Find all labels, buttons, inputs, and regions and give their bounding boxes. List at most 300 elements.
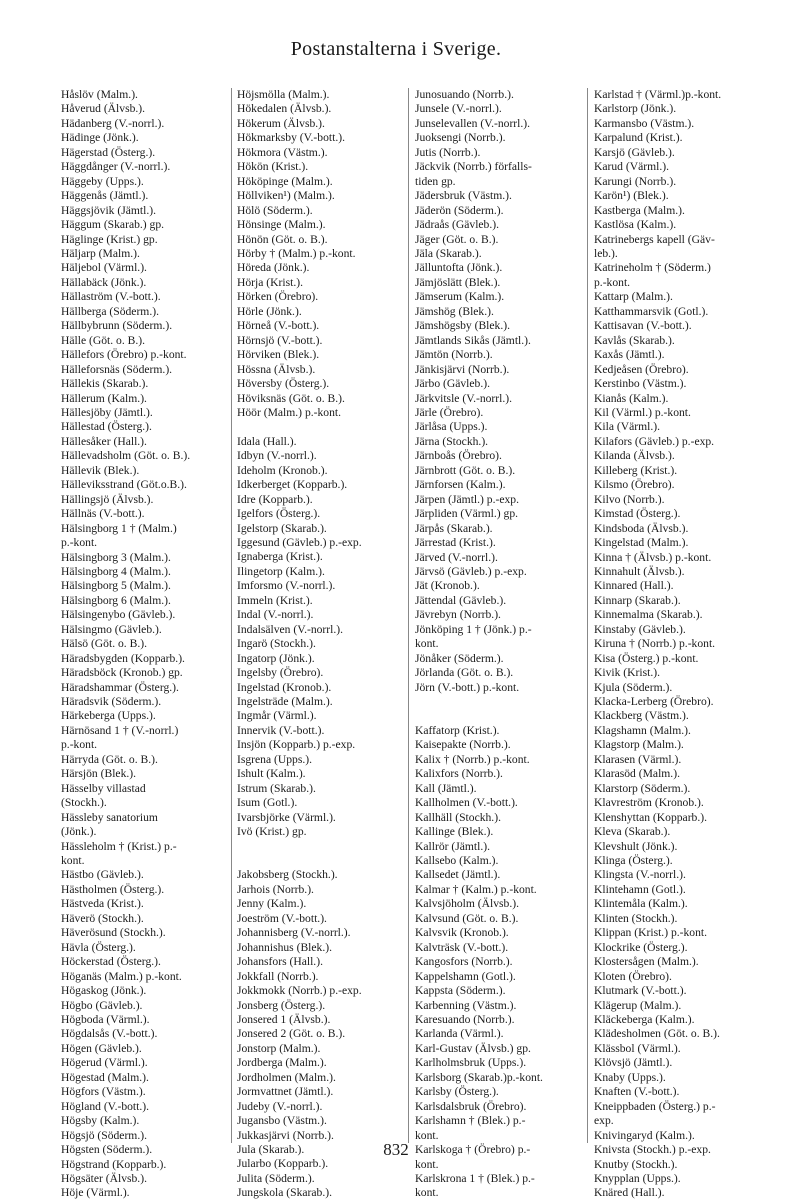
entry-line: Häglinge (Krist.) gp. [61,232,158,246]
entry-line: Jäderön (Söderm.). [415,203,504,217]
entry-line: Klarasen (Värml.). [594,752,682,766]
entry-line: Hölö (Söderm.). [237,203,313,217]
entry-line: Ivö (Krist.) gp. [237,825,307,839]
entry-line: Kneippbaden (Österg.) p.- [594,1099,716,1113]
entry-line: Klinten (Stockh.). [594,911,678,925]
entry-line: Hälleforsnäs (Söderm.). [61,362,173,376]
entry-line: Hällbybrunn (Söderm.). [61,319,173,333]
entry-line: Karlskoga † (Örebro) p.- [415,1143,531,1157]
section-gap [415,709,590,723]
entry-line: (Jönk.). [61,825,97,839]
entry-line: Klostersågen (Malm.). [594,955,699,969]
entry-line: Immeln (Krist.). [237,593,313,607]
entry-line: Jönköping 1 † (Jönk.) p.- [415,622,532,636]
entry-line: Jät (Kronob.). [415,579,480,593]
entry-line: Ingarö (Stockh.). [237,637,316,651]
entry-line: Klädesholmen (Göt. o. B.). [594,1027,720,1041]
entry-line: Ingelsby (Örebro). [237,666,324,680]
entry-line: Höganäs (Malm.) p.-kont. [61,969,182,983]
entry-line: Jänkisjärvi (Norrb.). [415,362,510,376]
entry-line: Häradsböck (Kronob.) gp. [61,666,183,680]
entry-line: Karlshamn † (Blek.) p.- [415,1114,526,1128]
entry-line: Kastberga (Malm.). [594,203,685,217]
entry-line: Klevshult (Jönk.). [594,839,678,853]
entry-line: Högerud (Värml.). [61,1056,148,1070]
entry-line: Imforsmo (V.-norrl.). [237,579,336,593]
entry-line: Igelstorp (Skarab.). [237,521,327,535]
entry-line: Häggdånger (V.-norrl.). [61,160,171,174]
entry-line: Kastlösa (Kalm.). [594,218,677,232]
entry-line: Jularbo (Kopparb.). [237,1157,329,1171]
entry-line: Järbo (Gävleb.). [415,377,491,391]
entry-line: Hägerstad (Österg.). [61,145,156,159]
entry-line: Karlsby (Österg.). [415,1085,499,1099]
entry-line: Johannisberg (V.-norrl.). [237,926,351,940]
entry-line: Jenny (Kalm.). [237,897,307,911]
entry-line: Idala (Hall.). [237,434,297,448]
entry-line: Klackberg (Västm.). [594,709,689,723]
entry-line: Jämshög (Blek.). [415,304,494,318]
entry-line: Julita (Söderm.). [237,1171,315,1185]
entry-line: Karmansbo (Västm.). [594,116,695,130]
entry-line: Hökön (Krist.). [237,160,309,174]
entry-line: Kallhäll (Stockh.). [415,810,501,824]
entry-line: Hönön (Göt. o. B.). [237,232,328,246]
entry-line: Högland (V.-bott.). [61,1099,150,1113]
entry-line: Högstrand (Kopparb.). [61,1157,167,1171]
entry-line: Häverösund (Stockh.). [61,926,166,940]
entry-line: Häggsjövik (Jämtl.). [61,203,156,217]
entry-line: p.-kont. [61,536,98,550]
entry-line: Kleva (Skarab.). [594,825,671,839]
entry-line: Jungskola (Skarab.). [237,1186,332,1200]
entry-line: Kimstad (Österg.). [594,507,681,521]
entry-line: Hällaström (V.-bott.). [61,290,161,304]
entry-line: Klagshamn (Malm.). [594,723,691,737]
entry-line: Jävrebyn (Norrb.). [415,608,501,622]
entry-line: Karlstorp (Jönk.). [594,102,677,116]
entry-line: p.-kont. [594,275,631,289]
entry-line: Klässbol (Värml.). [594,1041,681,1055]
entry-line: Klenshyttan (Kopparb.). [594,810,708,824]
entry-line: Karlsdalsbruk (Örebro). [415,1099,527,1113]
entry-line: Karpalund (Krist.). [594,131,683,145]
entry-line: Högbo (Gävleb.). [61,998,143,1012]
entry-line: Järlåsa (Upps.). [415,420,488,434]
entry-line: Häggenås (Jämtl.). [61,189,149,203]
entry-line: Indal (V.-norrl.). [237,608,314,622]
entry-line: Hörneå (V.-bott.). [237,319,320,333]
entry-line: Jörlanda (Göt. o. B.). [415,666,514,680]
entry-line: Hälsingenybo (Gävleb.). [61,608,176,622]
entry-line: Kangosfors (Norrb.). [415,955,513,969]
entry-line: Jämjöslätt (Blek.). [415,275,501,289]
entry-line: Kil (Värml.) p.-kont. [594,405,691,419]
entry-line: kont. [415,1186,439,1200]
entry-line: Håslöv (Malm.). [61,88,138,101]
entry-line: Hörby † (Malm.) p.-kont. [237,246,356,260]
entry-line: Hällingsjö (Älvsb.). [61,492,154,506]
entry-column-1 [61,88,236,1201]
entry-line: kont. [415,1128,439,1142]
entry-column-3 [415,88,590,1201]
entry-line: Kianås (Kalm.). [594,391,669,405]
entry-line: Kingelstad (Malm.). [594,536,689,550]
entry-line: Kappsta (Söderm.). [415,984,506,998]
entry-line: Klacka-Lerberg (Örebro). [594,695,714,709]
entry-line: Jämtön (Norrb.). [415,348,493,362]
entry-line: Hällekis (Skarab.). [61,377,149,391]
entry-line: Höjsmölla (Malm.). [237,88,330,101]
entry-line: Karlsborg (Skarab.)p.-kont. [415,1070,543,1084]
entry-line: Knivingaryd (Kalm.). [594,1128,695,1142]
entry-line: Hällerum (Kalm.). [61,391,147,405]
entry-line: Hössna (Älvsb.). [237,362,316,376]
entry-line: Klingsta (V.-norrl.). [594,868,686,882]
entry-line: Jämserum (Kalm.). [415,290,505,304]
entry-line: Jokkmokk (Norrb.) p.-exp. [237,984,362,998]
entry-line: Häradsvik (Söderm.). [61,695,162,709]
entry-line: Iggesund (Gävleb.) p.-exp. [237,536,362,550]
entry-line: Högestad (Malm.). [61,1070,149,1084]
entry-line: Katrinebergs kapell (Gäv- [594,232,715,246]
entry-line: Jäckvik (Norrb.) förfalls- [415,160,532,174]
entry-line: Härnösand 1 † (V.-norrl.) [61,723,179,737]
entry-line: Härryda (Göt. o. B.). [61,752,158,766]
entry-line: Kattisavan (V.-bott.). [594,319,692,333]
entry-line: Kinnemalma (Skarab.). [594,608,703,622]
entry-line: Kallsebo (Kalm.). [415,853,499,867]
entry-line: Jättendal (Gävleb.). [415,593,507,607]
entry-line: Kavlås (Skarab.). [594,333,675,347]
entry-line: (Stockh.). [61,796,107,810]
entry-line: Hälsingborg 5 (Malm.). [61,579,171,593]
entry-line: Järved (V.-norrl.). [415,550,498,564]
entry-line: kont. [415,1157,439,1171]
entry-column-2 [237,88,412,1201]
entry-line: Igelfors (Österg.). [237,507,321,521]
entry-line: Katrineholm † (Söderm.) [594,261,711,275]
entry-line: Hässleholm † (Krist.) p.- [61,839,177,853]
entry-line: Hälle (Göt. o. B.). [61,333,146,347]
entry-line: Hällnäs (V.-bott.). [61,507,145,521]
entry-line: Kattarp (Malm.). [594,290,673,304]
entry-line: Hökmora (Västm.). [237,145,328,159]
entry-line: Högen (Gävleb.). [61,1041,142,1055]
entry-line: Hässleby sanatorium [61,810,158,824]
entry-line: Kalvsjöholm (Älvsb.). [415,897,520,911]
entry-line: Häljebol (Värml.). [61,261,147,275]
entry-line: Ilingetorp (Kalm.). [237,564,325,578]
entry-line: kont. [61,854,85,868]
entry-line: Kiruna † (Norrb.) p.-kont. [594,637,716,651]
entry-line: Hällesjöby (Jämtl.). [61,405,153,419]
entry-line: Hällefors (Örebro) p.-kont. [61,348,187,362]
entry-line: Hörken (Örebro). [237,290,319,304]
entry-line: Ishult (Kalm.). [237,767,306,781]
entry-line: Johansfors (Hall.). [237,955,323,969]
entry-line: Kinna † (Älvsb.) p.-kont. [594,550,712,564]
entry-line: Karl-Gustav (Älvsb.) gp. [415,1041,531,1055]
entry-line: Kallinge (Blek.). [415,825,494,839]
entry-line: Kinnared (Hall.). [594,579,674,593]
entry-line: Hörle (Jönk.). [237,304,302,318]
entry-line: Järnbrott (Göt. o. B.). [415,463,516,477]
entry-line: Kilafors (Gävleb.) p.-exp. [594,434,715,448]
entry-line: Höckerstad (Österg.). [61,955,161,969]
entry-line: Klockrike (Österg.). [594,940,688,954]
entry-line: Karungi (Norrb.). [594,174,677,188]
page-number: 832 [383,1140,409,1159]
entry-line: Klagstorp (Malm.). [594,738,684,752]
entry-line: Kaxås (Jämtl.). [594,348,665,362]
entry-line: Jäger (Göt. o. B.). [415,232,499,246]
entry-line: Kallrör (Jämtl.). [415,839,491,853]
entry-line: Kalvsvik (Kronob.). [415,926,509,940]
entry-line: Junselevallen (V.-norrl.). [415,116,531,130]
entry-line: Kläckeberga (Kalm.). [594,1013,695,1026]
entry-line: Isgrena (Upps.). [237,752,313,766]
entry-line: Jordberga (Malm.). [237,1056,327,1070]
entry-line: Hädanberg (V.-norrl.). [61,116,165,130]
entry-line: Höviksnäs (Göt. o. B.). [237,391,345,405]
entry-line: p.-kont. [61,738,98,752]
entry-line: kont. [415,637,439,651]
entry-line: Hästbo (Gävleb.). [61,868,144,882]
entry-line: Högsäter (Älvsb.). [61,1171,147,1185]
entry-line: Klintemåla (Kalm.). [594,897,688,911]
entry-line: Kalvsund (Göt. o. B.). [415,911,519,925]
entry-line: Klippan (Krist.) p.-kont. [594,926,708,940]
entry-line: Högdalsås (V.-bott.). [61,1027,158,1041]
entry-line: Härsjön (Blek.). [61,767,137,781]
entry-line: Järpen (Jämtl.) p.-exp. [415,492,519,506]
entry-line: Jutis (Norrb.). [415,145,481,159]
entry-line: Jädersbruk (Västm.). [415,189,512,203]
entry-line: Knäred (Hall.). [594,1186,665,1200]
entry-line: Kloten (Örebro). [594,969,672,983]
entry-line: Hälsingborg 6 (Malm.). [61,593,171,607]
section-gap [237,854,412,868]
entry-line: Klinga (Österg.). [594,854,673,868]
entry-line: Jämshögsby (Blek.). [415,319,510,333]
entry-line: Jormvattnet (Jämtl.). [237,1085,334,1099]
entry-line: Joeström (V.-bott.). [237,911,327,925]
entry-line: Järkvitsle (V.-norrl.). [415,391,513,405]
entry-line: Höje (Värml.). [61,1186,130,1200]
entry-line: Jukkasjärvi (Norrb.). [237,1128,334,1142]
entry-line: Häggum (Skarab.) gp. [61,218,165,232]
entry-line: Isum (Gotl.). [237,796,298,810]
entry-line: Högsby (Kalm.). [61,1114,140,1128]
entry-line: Kisa (Österg.) p.-kont. [594,651,699,665]
entry-line: Jädraås (Gävleb.). [415,218,500,232]
entry-line: Kivik (Krist.). [594,666,661,680]
entry-line: Hälsingborg 1 † (Malm.) [61,521,177,535]
entry-line: Häradsbygden (Kopparb.). [61,651,185,665]
entry-line: Hökedalen (Älvsb.). [237,102,332,116]
entry-line: Karsjö (Gävleb.). [594,145,675,159]
entry-line: Knaften (V.-bott.). [594,1085,680,1099]
entry-line: Klintehamn (Gotl.). [594,882,686,896]
entry-line: Hällevadsholm (Göt. o. B.). [61,449,191,463]
entry-line: Ingelsträde (Malm.). [237,695,333,709]
entry-line: Judeby (V.-norrl.). [237,1099,323,1113]
entry-line: Klarstorp (Söderm.). [594,781,691,795]
entry-line: Kaisepakte (Norrb.). [415,738,511,752]
entry-line: Karlskrona 1 † (Blek.) p.- [415,1171,535,1185]
entry-line: Järle (Örebro). [415,405,484,419]
entry-line: Järna (Stockh.). [415,434,489,448]
entry-line: Jonsered 2 (Göt. o. B.). [237,1027,346,1041]
entry-line: Hästveda (Krist.). [61,897,144,911]
entry-line: Kerstinbo (Västm.). [594,377,687,391]
entry-line: Högsten (Söderm.). [61,1143,153,1157]
entry-line: Karbenning (Västm.). [415,998,517,1012]
entry-line: Jönåker (Söderm.). [415,651,504,665]
entry-line: Jäla (Skarab.). [415,246,482,260]
entry-line: Karlanda (Värml.). [415,1027,504,1041]
entry-line: Insjön (Kopparb.) p.-exp. [237,738,356,752]
entry-line: Ingelstad (Kronob.). [237,680,332,694]
entry-line: Höllviken¹) (Malm.). [237,189,335,203]
page-title: Postanstalterna i Sverige. [290,38,502,60]
entry-line: Jarhois (Norrb.). [237,882,314,896]
entry-line: Hökerum (Älvsb.). [237,116,325,130]
entry-line: Kallholmen (V.-bott.). [415,796,518,810]
entry-line: Höör (Malm.) p.-kont. [237,405,342,419]
entry-line: Järvsö (Gävleb.) p.-exp. [415,564,527,578]
entry-line: Kilsmo (Örebro). [594,478,675,492]
entry-line: Jakobsberg (Stockh.). [237,868,338,882]
entry-line: Ivarsbjörke (Värml.). [237,810,336,824]
entry-line: Knypplan (Upps.). [594,1171,681,1185]
entry-line: Hälsö (Göt. o. B.). [61,637,147,651]
entry-line: Jämtlands Sikås (Jämtl.). [415,333,531,347]
entry-line: Högfors (Västm.). [61,1085,146,1099]
entry-line: Häradshammar (Österg.). [61,680,179,694]
entry-line: Jonsberg (Österg.). [237,998,326,1012]
entry-line: Jula (Skarab.). [237,1143,305,1157]
entry-line: Karesuando (Norrb.). [415,1012,515,1026]
entry-line: Högboda (Värml.). [61,1013,150,1026]
entry-line: Klavreström (Kronob.). [594,796,704,810]
entry-line: Håverud (Älvsb.). [61,102,146,116]
entry-line: Jälluntofta (Jönk.). [415,261,503,275]
entry-line: Innervik (V.-bott.). [237,723,325,737]
entry-line: Kall (Jämtl.). [415,781,477,795]
entry-line: Hällabäck (Jönk.). [61,275,147,289]
entry-line: Hässelby villastad [61,781,146,795]
entry-line: Ignaberga (Krist.). [237,550,323,564]
entry-line: Jonsered 1 (Älvsb.). [237,1012,331,1026]
entry-line: Knutby (Stockh.). [594,1157,678,1171]
entry-line: Järnboås (Örebro). [415,449,502,463]
entry-line: Kjula (Söderm.). [594,680,673,694]
entry-line: Kalix † (Norrb.) p.-kont. [415,752,530,766]
entry-line: Jonstorp (Malm.). [237,1041,321,1055]
section-gap [237,840,412,854]
entry-line: Hörja (Krist.). [237,275,304,289]
entry-line: Indalsälven (V.-norrl.). [237,622,344,636]
entry-line: Kila (Värml.). [594,420,660,434]
entry-line: Klövsjö (Jämtl.). [594,1056,673,1070]
entry-line: Järpliden (Värml.) gp. [415,507,519,521]
entry-line: Katthammarsvik (Gotl.). [594,304,709,318]
entry-line: Häverö (Stockh.). [61,911,144,925]
entry-line: Högaskog (Jönk.). [61,984,147,998]
entry-line: Klägerup (Malm.). [594,998,682,1012]
entry-line: Kindsboda (Älvsb.). [594,521,689,535]
entry-line: Kinnahult (Älvsb.). [594,564,685,578]
entry-line: Johannishus (Blek.). [237,940,332,954]
entry-line: Karön¹) (Blek.). [594,189,669,203]
entry-line: Junsele (V.-norrl.). [415,102,502,116]
entry-line: Häljarp (Malm.). [61,246,140,260]
entry-line: Istrum (Skarab.). [237,781,316,795]
entry-line: Klutmark (V.-bott.). [594,984,687,998]
entry-line: Järpås (Skarab.). [415,521,493,535]
entry-line: Kilvo (Norrb.). [594,492,665,506]
entry-line: Järnforsen (Kalm.). [415,478,506,492]
entry-line: Knivsta (Stockh.) p.-exp. [594,1143,711,1157]
entry-line: Hököpinge (Malm.). [237,174,333,188]
entry-line: Härkeberga (Upps.). [61,709,156,723]
section-gap [237,420,412,434]
entry-line: Karud (Värml.). [594,160,670,174]
entry-line: Idkerberget (Kopparb.). [237,478,348,492]
entry-line: Kaffatorp (Krist.). [415,723,500,737]
entry-line: Hälsingborg 3 (Malm.). [61,550,171,564]
entry-line: Jörn (V.-bott.) p.-kont. [415,680,520,694]
entry-line: exp. [594,1114,614,1128]
entry-line: Kalmar † (Kalm.) p.-kont. [415,882,537,896]
entry-line: Högsjö (Söderm.). [61,1128,147,1142]
entry-line: Kinnarp (Skarab.). [594,593,681,607]
entry-line: Ideholm (Kronob.). [237,463,328,477]
entry-line: Kappelshamn (Gotl.). [415,969,516,983]
entry-line: Karlholmsbruk (Upps.). [415,1056,527,1070]
entry-line: Junosuando (Norrb.). [415,88,514,101]
entry-line: Kilanda (Älvsb.). [594,449,675,463]
entry-line: Jugansbo (Västm.). [237,1114,327,1128]
entry-line: Höversby (Österg.). [237,377,330,391]
entry-line: Hällestad (Österg.). [61,420,152,434]
entry-line: Hävla (Österg.). [61,940,136,954]
entry-line: Hökmarksby (V.-bott.). [237,131,345,145]
entry-line: Höreda (Jönk.). [237,261,310,275]
entry-line: Klarasöd (Malm.). [594,767,680,781]
entry-line: Hästholmen (Österg.). [61,882,165,896]
entry-line: Kinstaby (Gävleb.). [594,622,686,636]
entry-line: Idbyn (V.-norrl.). [237,449,317,463]
entry-line: Hällberga (Söderm.). [61,304,159,318]
entry-column-4 [594,88,769,1201]
entry-line: Jokkfall (Norrb.). [237,969,319,983]
entry-line: Idre (Kopparb.). [237,492,313,506]
entry-line: Hörnsjö (V.-bott.). [237,333,323,347]
entry-line: Kalixfors (Norrb.). [415,767,503,781]
entry-line: Karlstad † (Värml.)p.-kont. [594,88,722,101]
entry-line: Hädinge (Jönk.). [61,131,139,145]
entry-line: Killeberg (Krist.). [594,463,678,477]
entry-line: leb.). [594,246,618,260]
entry-line: Kalvträsk (V.-bott.). [415,940,509,954]
entry-line: Kallsedet (Jämtl.). [415,868,501,882]
entry-line: Ingatorp (Jönk.). [237,651,315,665]
entry-line: Järrestad (Krist.). [415,536,496,550]
entry-line: Kedjeåsen (Örebro). [594,362,689,376]
